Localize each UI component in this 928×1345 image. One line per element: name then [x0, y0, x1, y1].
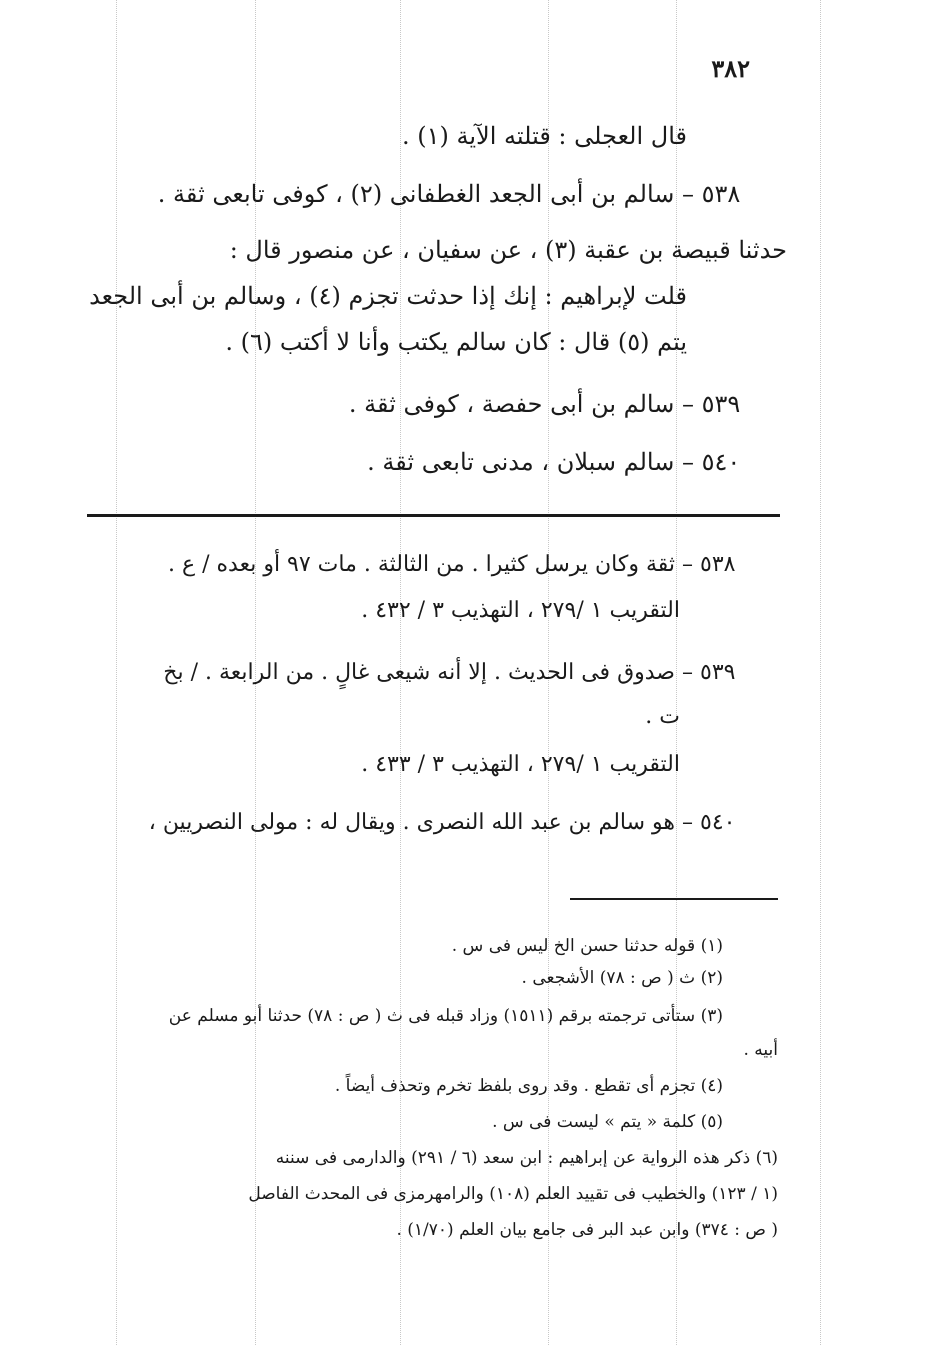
- entry-538: [158, 180, 778, 208]
- main-line: قلت لإبراهيم : إنك إذا حدثت تجزم (٤) ، وسالم بن أبى الجعد: [89, 282, 687, 310]
- main-line: قال العجلى : قتلته الآية (١) .: [401, 122, 687, 150]
- note-line: ت .: [645, 704, 680, 729]
- note-text: ثقة وكان يرسل كثيرا . من الثالثة . مات ٩٧ أو بعده / ع .: [168, 552, 675, 577]
- entry-text: سالم بن أبى حفصة ، كوفى ثقة .: [348, 390, 675, 418]
- note-number: ٥٤٠ –: [682, 810, 736, 835]
- note-538: [168, 552, 778, 577]
- scan-artifact-line: [820, 0, 821, 1345]
- footnote-6-cont: (١ / ١٢٣) والخطيب فى تقييد العلم (١٠٨) والرامهرمزى فى المحدث الفاصل: [248, 1184, 778, 1204]
- entry-number: ٥٣٨ –: [682, 180, 741, 208]
- note-539: [163, 660, 778, 685]
- footnote-2: (٢) ث ( ص : ٧٨) الأشجعى .: [521, 968, 723, 988]
- footnote-divider: [570, 898, 778, 900]
- note-text: صدوق فى الحديث . إلا أنه شيعى غالٍ . من الرابعة . / بخ: [163, 660, 675, 685]
- entry-text: سالم سبلان ، مدنى تابعى ثقة .: [367, 448, 675, 476]
- scan-artifact-line: [116, 0, 117, 1345]
- entry-text: سالم بن أبى الجعد الغطفانى (٢) ، كوفى تابعى ثقة .: [157, 180, 675, 208]
- footnote-3: (٣) ستأتى ترجمته برقم (١٥١١) وزاد قبله فى ث ( ص : ٧٨) حدثنا أبو مسلم عن: [168, 1006, 723, 1026]
- footnote-6: (٦) ذكر هذه الرواية عن إبراهيم : ابن سعد (٦ / ٢٩١) والدارمى فى سننه: [275, 1148, 778, 1168]
- entry-number: ٥٣٩ –: [682, 390, 741, 418]
- entry-539: [349, 390, 778, 418]
- page-number: ٣٨٢: [711, 54, 750, 83]
- note-number: ٥٣٩ –: [682, 660, 736, 685]
- footnote-3-cont: أبيه .: [743, 1040, 778, 1060]
- note-text: هو سالم بن عبد الله النصرى . ويقال له : مولى النصريين ،: [148, 810, 675, 835]
- footnote-5: (٥) كلمة « يتم » ليست فى س .: [492, 1112, 723, 1132]
- section-divider: [87, 514, 780, 517]
- footnote-1: (١) قوله حدثنا حسن الخ ليس فى س .: [451, 936, 723, 956]
- note-line: التقريب ١ /٢٧٩ ، التهذيب ٣ / ٤٣٣ .: [361, 752, 680, 777]
- entry-number: ٥٤٠ –: [682, 448, 741, 476]
- note-540: [149, 810, 778, 835]
- entry-540: [367, 448, 778, 476]
- main-line: يتم (٥) قال : كان سالم يكتب وأنا لا أكتب (٦) .: [225, 328, 687, 356]
- main-line: حدثنا قبيصة بن عقبة (٣) ، عن سفيان ، عن منصور قال :: [229, 236, 787, 264]
- footnote-4: (٤) تجزم أى تقطع . وقد روى بلفظ تخرم وتحذف أيضاً .: [334, 1076, 723, 1096]
- note-number: ٥٣٨ –: [682, 552, 736, 577]
- note-line: التقريب ١ /٢٧٩ ، التهذيب ٣ / ٤٣٢ .: [361, 598, 680, 623]
- footnote-6-cont: ( ص : ٣٧٤) وابن عبد البر فى جامع بيان العلم (١/٧٠) .: [396, 1220, 778, 1240]
